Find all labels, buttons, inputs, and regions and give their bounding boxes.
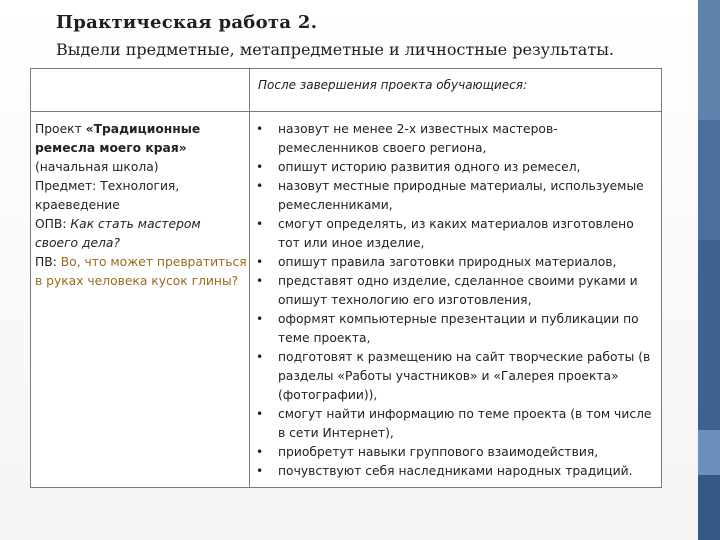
results-cell xyxy=(250,112,662,488)
project-subject-cont: краеведение xyxy=(35,198,120,212)
sidebar-segment xyxy=(698,240,720,430)
result-text: опишут правила заготовки природных материалов, xyxy=(278,255,617,269)
sidebar-segment xyxy=(698,0,720,120)
bullet-icon: • xyxy=(256,445,264,459)
project-subject: Предмет: Технология, xyxy=(35,179,180,193)
bullet-icon: • xyxy=(256,217,264,231)
bullet-icon: • xyxy=(256,179,264,193)
bullet-icon: • xyxy=(256,407,264,421)
pv-label: ПВ: xyxy=(35,255,61,269)
page-subtitle: Выдели предметные, метапредметные и личностные результаты. xyxy=(56,40,615,59)
list-item xyxy=(252,443,655,462)
result-text: подготовят к размещению на сайт творческие работы (в разделы «Работы участников» и «Галерея проекта» (фотографии)), xyxy=(278,350,651,402)
list-item xyxy=(252,253,655,272)
list-item xyxy=(252,177,655,215)
bullet-icon: • xyxy=(256,160,264,174)
project-label: Проект xyxy=(35,122,86,136)
sidebar-segment xyxy=(698,475,720,540)
bullet-icon: • xyxy=(256,255,264,269)
bullet-icon: • xyxy=(256,312,264,326)
bullet-icon: • xyxy=(256,464,264,478)
result-text: оформят компьютерные презентации и публикации по теме проекта, xyxy=(278,312,639,345)
table-header: После завершения проекта обучающиеся: xyxy=(250,69,662,112)
list-item xyxy=(252,120,655,158)
opv-question-cont: своего дела? xyxy=(35,236,120,250)
project-name: «Традиционные xyxy=(85,122,201,136)
list-item xyxy=(252,310,655,348)
list-item xyxy=(252,215,655,253)
bullet-icon: • xyxy=(256,274,264,288)
list-item xyxy=(252,348,655,405)
header-empty-cell xyxy=(31,69,250,112)
result-text: почувствуют себя наследниками народных традиций. xyxy=(278,464,633,478)
results-table xyxy=(30,68,662,488)
pv-question: Во, что может превратиться xyxy=(60,255,247,269)
result-text: назовут местные природные материалы, используемые ремесленниками, xyxy=(278,179,644,212)
pv-question-cont: в руках человека кусок глины? xyxy=(35,274,239,288)
sidebar-segment xyxy=(698,120,720,240)
list-item xyxy=(252,405,655,443)
bullet-icon: • xyxy=(256,350,264,364)
table-header-row xyxy=(31,69,662,112)
list-item xyxy=(252,158,655,177)
page-title: Практическая работа 2. xyxy=(56,12,318,33)
result-text: опишут историю развития одного из ремесел, xyxy=(278,160,581,174)
result-text: приобретут навыки группового взаимодействия, xyxy=(278,445,599,459)
result-text: назовут не менее 2-х известных мастеров-ремесленников своего региона, xyxy=(278,122,558,155)
results-list xyxy=(252,120,655,481)
result-text: представят одно изделие, сделанное своими руками и опишут технологию его изготовления, xyxy=(278,274,638,307)
project-name-line xyxy=(35,120,247,139)
opv-label: ОПВ: xyxy=(35,217,71,231)
sidebar-segment xyxy=(698,430,720,475)
project-name-cont: ремесла моего края» xyxy=(35,141,187,155)
table-row xyxy=(31,112,662,488)
opv-question: Как стать мастером xyxy=(70,217,201,231)
list-item xyxy=(252,272,655,310)
opv-line xyxy=(35,215,247,234)
list-item xyxy=(252,462,655,481)
result-text: смогут определять, из каких материалов изготовлено тот или иное изделие, xyxy=(278,217,634,250)
project-level: (начальная школа) xyxy=(35,160,159,174)
bullet-icon: • xyxy=(256,122,264,136)
project-info-cell xyxy=(31,112,250,488)
decorative-sidebar xyxy=(698,0,720,540)
pv-line xyxy=(35,253,247,272)
result-text: смогут найти информацию по теме проекта (в том числе в сети Интернет), xyxy=(278,407,652,440)
